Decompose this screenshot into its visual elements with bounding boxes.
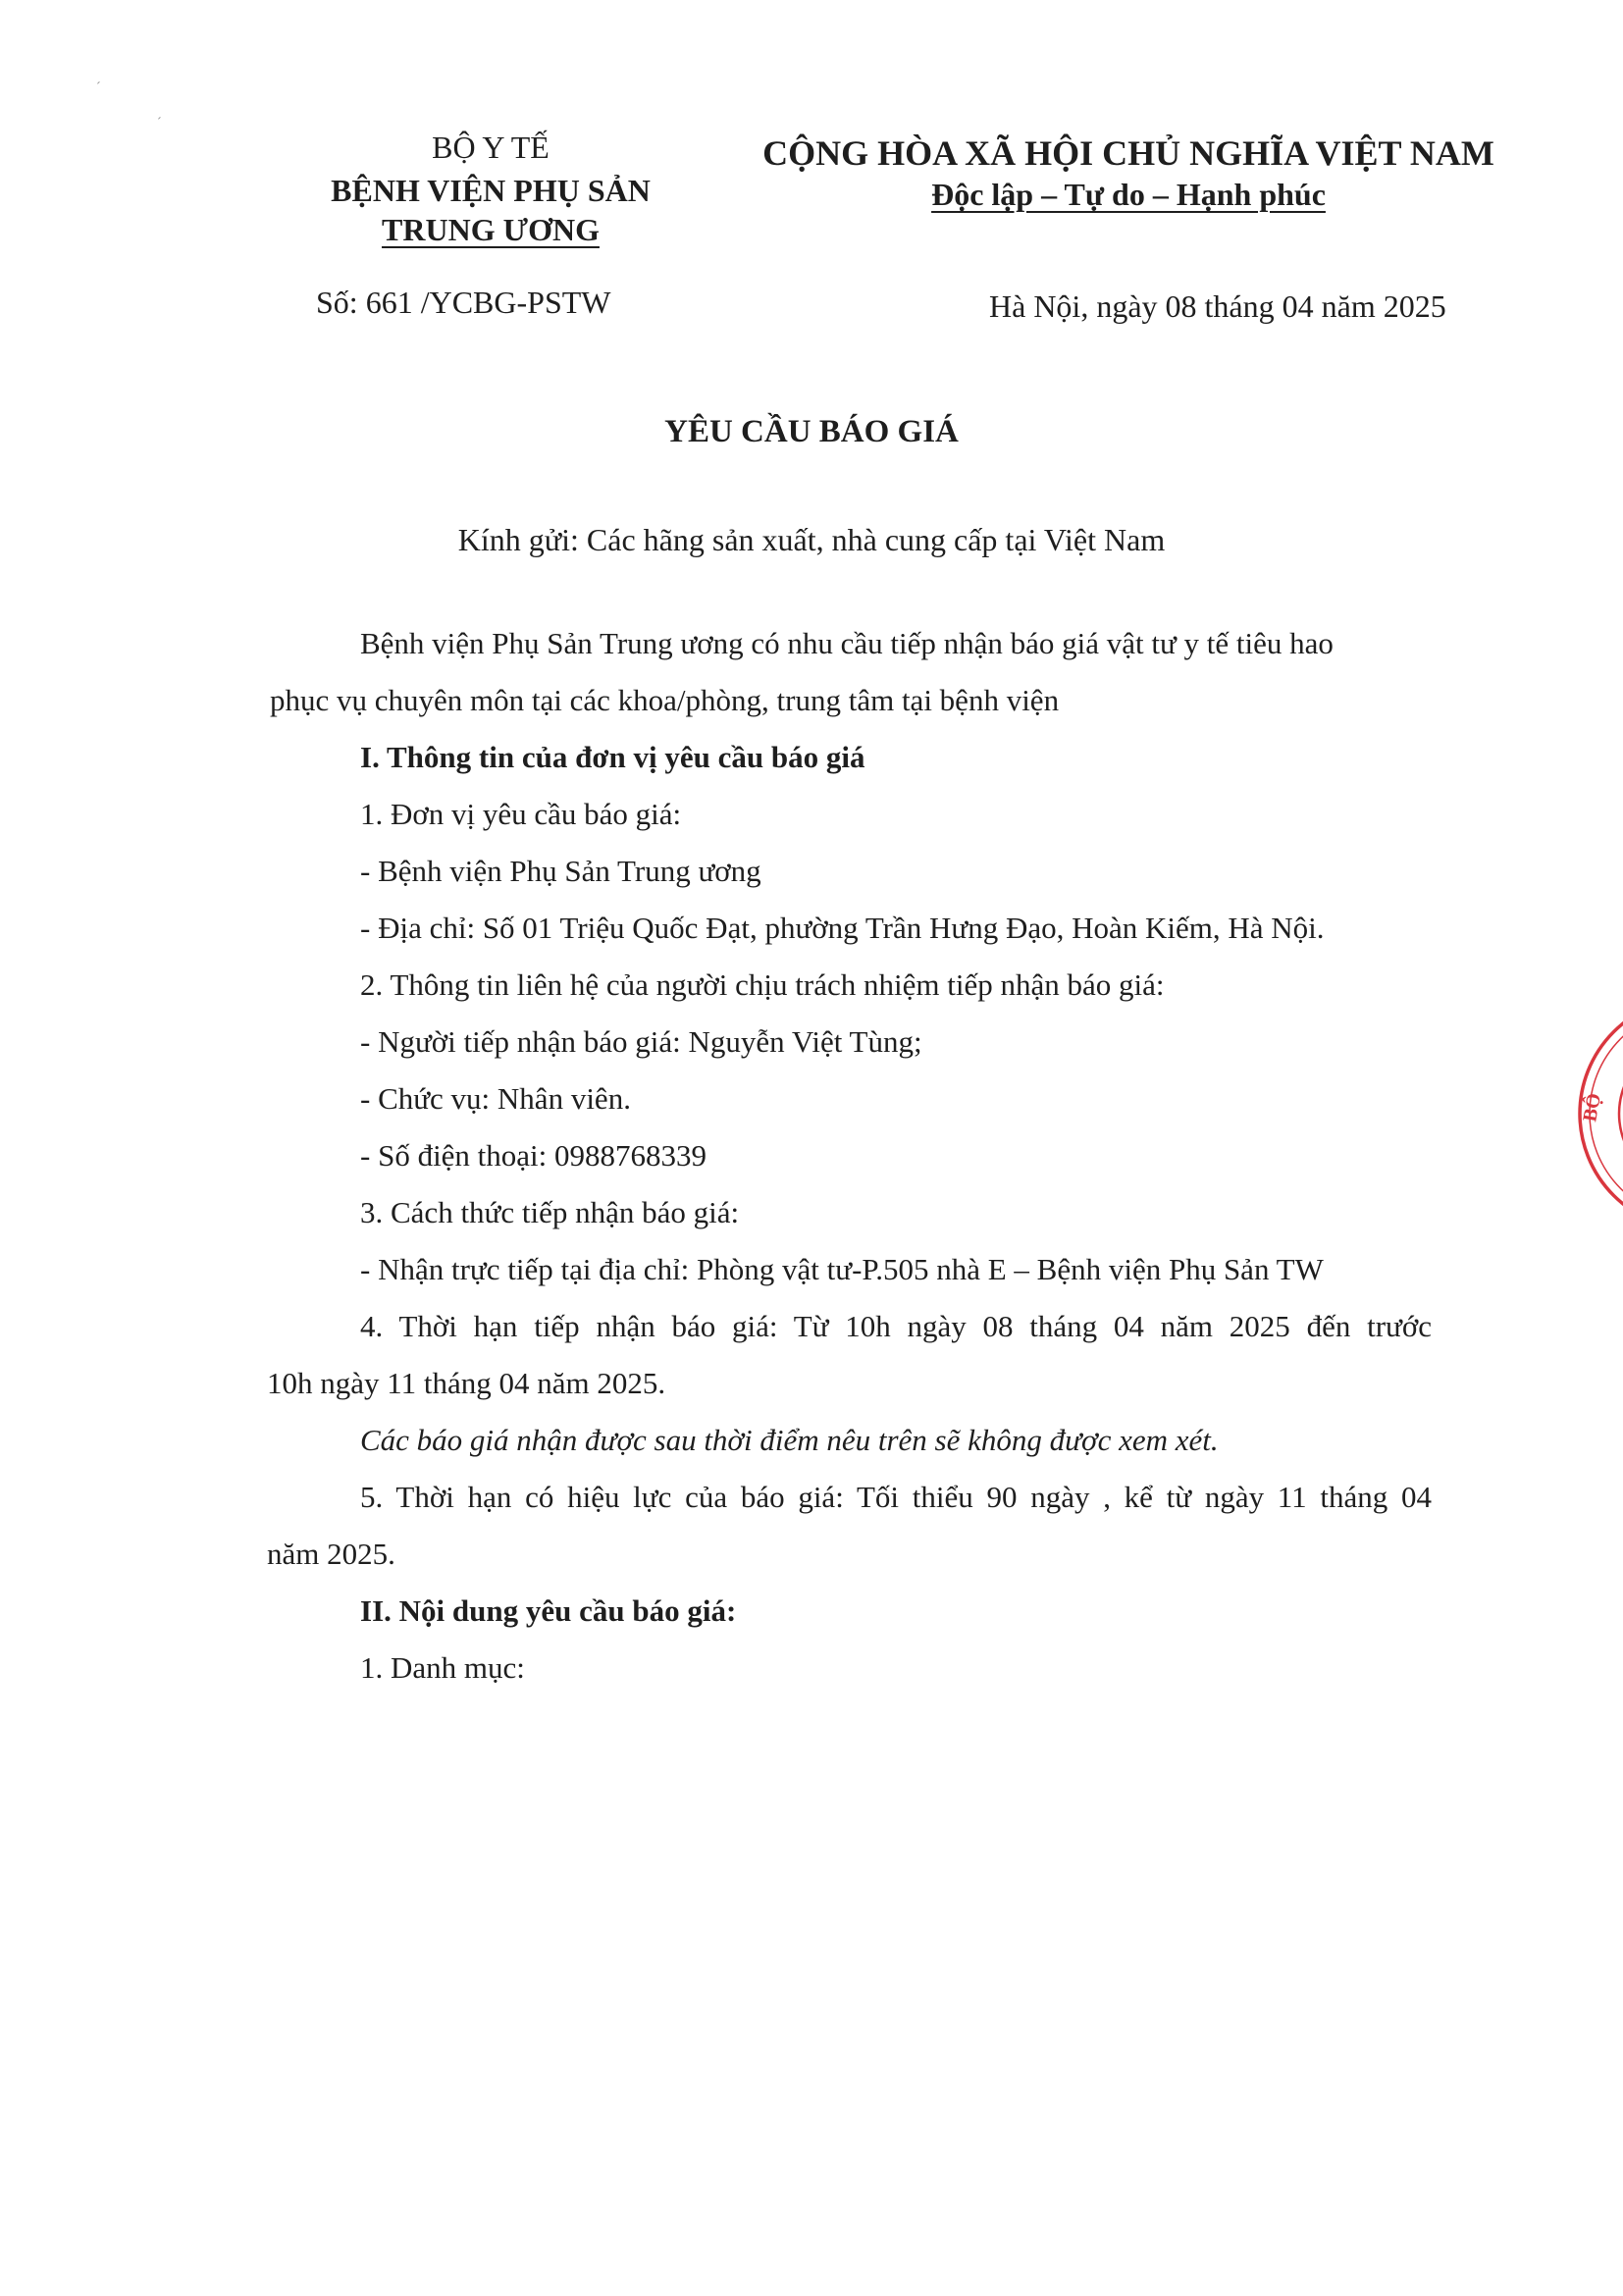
document-number: Số: 661 /YCBG-PSTW (316, 285, 611, 320)
intro-paragraph-line1: Bệnh viện Phụ Sản Trung ương có nhu cầu tiếp nhận báo giá vật tư y tế tiêu hao (360, 626, 1334, 660)
document-title: YÊU CẦU BÁO GIÁ (664, 414, 959, 449)
receive-address: - Nhận trực tiếp tại địa chỉ: Phòng vật tư-P.505 nhà E – Bệnh viện Phụ Sản TW (360, 1252, 1324, 1286)
place-date: Hà Nội, ngày 08 tháng 04 năm 2025 (989, 288, 1446, 324)
item1-requesting-unit: 1. Đơn vị yêu cầu báo giá: (360, 797, 682, 831)
stamp-text: BỘ (1579, 1091, 1605, 1123)
intro-paragraph-line2: phục vụ chuyên môn tại các khoa/phòng, trung tâm tại bệnh viện (270, 683, 1060, 717)
item4-deadline-line2: 10h ngày 11 tháng 04 năm 2025. (267, 1366, 666, 1400)
scan-speck: ˊ (157, 116, 162, 130)
item3-receive-method: 3. Cách thức tiếp nhận báo giá: (360, 1195, 740, 1229)
section2-item1-list: 1. Danh mục: (360, 1650, 525, 1685)
national-motto: Độc lập – Tự do – Hạnh phúc (931, 177, 1326, 212)
unit-address: - Địa chỉ: Số 01 Triệu Quốc Đạt, phường Trần Hưng Đạo, Hoàn Kiếm, Hà Nội. (360, 911, 1325, 945)
contact-position: - Chức vụ: Nhân viên. (360, 1081, 631, 1116)
section1-heading: I. Thông tin của đơn vị yêu cầu báo giá (360, 740, 865, 774)
contact-person: - Người tiếp nhận báo giá: Nguyễn Việt Tùng; (360, 1024, 922, 1059)
late-quote-note: Các báo giá nhận được sau thời điểm nêu trên sẽ không được xem xét. (360, 1423, 1219, 1457)
item2-contact-info: 2. Thông tin liên hệ của người chịu trách nhiệm tiếp nhận báo giá: (360, 967, 1165, 1002)
hospital-name-line1: BỆNH VIỆN PHỤ SẢN (331, 173, 651, 208)
item5-validity-line2: năm 2025. (267, 1537, 395, 1571)
ministry-name: BỘ Y TẾ (432, 130, 550, 165)
country-name: CỘNG HÒA XÃ HỘI CHỦ NGHĨA VIỆT NAM (762, 133, 1494, 173)
recipient-line: Kính gửi: Các hãng sản xuất, nhà cung cấp tại Việt Nam (457, 522, 1166, 557)
hospital-name-line2: TRUNG ƯƠNG (382, 212, 600, 247)
section2-heading: II. Nội dung yêu cầu báo giá: (360, 1593, 737, 1628)
official-stamp (1539, 991, 1623, 1236)
item5-validity-line1: 5. Thời hạn có hiệu lực của báo giá: Tối thiểu 90 ngày , kể từ ngày 11 tháng 04 (360, 1480, 1432, 1514)
scan-speck: ˊ (96, 80, 101, 95)
contact-phone: - Số điện thoại: 0988768339 (360, 1138, 707, 1173)
unit-name: - Bệnh viện Phụ Sản Trung ương (360, 854, 761, 888)
item4-deadline-line1: 4. Thời hạn tiếp nhận báo giá: Từ 10h ngày 08 tháng 04 năm 2025 đến trước (360, 1309, 1432, 1343)
